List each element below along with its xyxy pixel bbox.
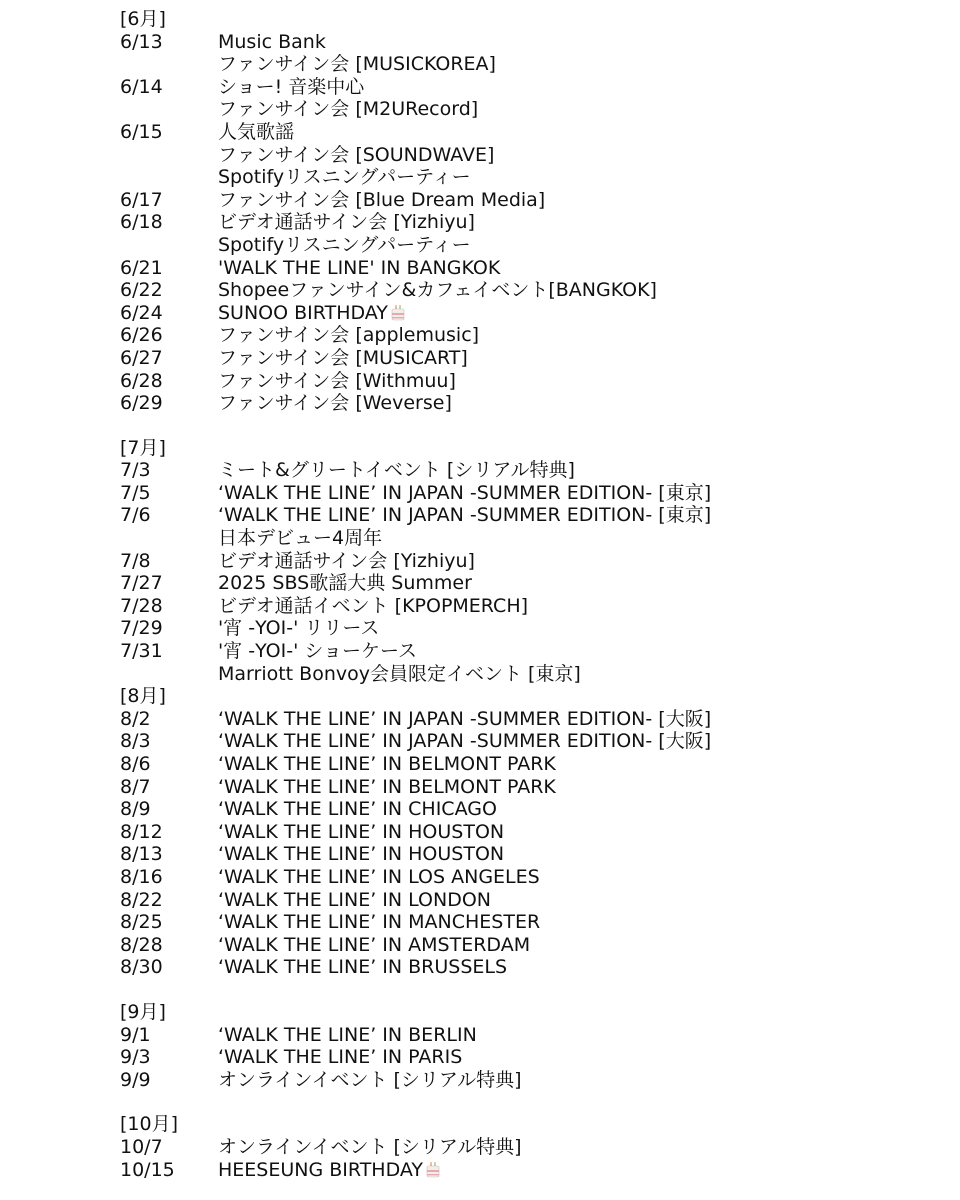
schedule-row — [0, 76, 960, 99]
event-title — [218, 98, 478, 121]
event-title — [218, 166, 471, 189]
event-title — [218, 31, 326, 54]
schedule-row — [0, 189, 960, 212]
event-date: 10/15 — [120, 1158, 175, 1181]
schedule-row — [0, 776, 960, 799]
schedule-row — [0, 324, 960, 347]
event-date: 8/28 — [120, 933, 163, 956]
month-header: [6月] — [120, 8, 166, 30]
event-date: 8/12 — [120, 820, 163, 843]
schedule-row — [0, 234, 960, 257]
schedule-row — [0, 121, 960, 144]
event-title — [218, 730, 711, 753]
event-text: HEESEUNG BIRTHDAY — [218, 1158, 424, 1181]
event-title — [218, 550, 475, 573]
event-title — [218, 617, 379, 640]
schedule-row — [0, 911, 960, 934]
event-date: 7/28 — [120, 594, 163, 617]
event-title — [218, 504, 711, 527]
event-title — [218, 121, 294, 144]
schedule-row — [0, 370, 960, 393]
event-title — [218, 821, 504, 844]
event-title — [218, 76, 364, 99]
schedule-list — [0, 8, 960, 1181]
month-section — [0, 1001, 960, 1091]
event-text: ミート&グリートイベント [シリアル特典] — [218, 459, 575, 482]
event-date: 7/8 — [120, 549, 151, 572]
event-date: 7/31 — [120, 640, 163, 663]
event-text: ‘WALK THE LINE’ IN BELMONT PARK — [218, 753, 556, 775]
event-text: ‘WALK THE LINE’ IN JAPAN -SUMMER EDITION- [東京] — [218, 481, 712, 504]
event-title — [218, 595, 528, 618]
month-header: [8月] — [120, 685, 166, 708]
schedule-row — [0, 211, 960, 234]
event-date: 6/27 — [120, 346, 163, 369]
schedule-row — [0, 798, 960, 821]
event-title — [218, 234, 471, 257]
event-text: 2025 SBS歌謡大典 Summer — [218, 572, 472, 595]
event-title — [218, 392, 452, 415]
birthday-cake-icon — [425, 1162, 441, 1178]
schedule-row — [0, 934, 960, 957]
event-date: 7/27 — [120, 572, 163, 595]
event-text: ‘WALK THE LINE’ IN MANCHESTER — [218, 911, 541, 934]
event-date: 6/22 — [120, 279, 163, 302]
event-title — [218, 324, 479, 347]
schedule-row — [0, 821, 960, 844]
event-title — [218, 279, 657, 302]
event-title — [218, 843, 504, 866]
event-text: Spotifyリスニングパーティー — [218, 233, 471, 256]
event-date: 8/16 — [120, 865, 163, 888]
event-text: Shopeeファンサイン&カフェイベント[BANGKOK] — [218, 279, 657, 302]
event-text: SUNOO BIRTHDAY — [218, 301, 388, 324]
event-text: ‘WALK THE LINE’ IN JAPAN -SUMMER EDITION- [東京] — [218, 504, 712, 527]
month-section — [0, 685, 960, 979]
event-text: Spotifyリスニングパーティー — [218, 166, 471, 189]
event-text: ファンサイン会 [M2URecord] — [218, 98, 479, 121]
schedule-row — [0, 279, 960, 302]
event-text: ビデオ通話サイン会 [Yizhiyu] — [218, 549, 475, 572]
schedule-row — [0, 144, 960, 167]
month-section — [0, 437, 960, 686]
schedule-row — [0, 53, 960, 76]
event-text: ‘WALK THE LINE’ IN BRUSSELS — [218, 956, 508, 979]
event-date: 8/7 — [120, 775, 151, 798]
event-title — [218, 572, 472, 595]
event-text: '宵 -YOI-' ショーケース — [218, 640, 418, 663]
event-date: 10/7 — [120, 1135, 163, 1158]
month-section — [0, 8, 960, 415]
schedule-row — [0, 1046, 960, 1069]
event-date: 6/29 — [120, 392, 163, 415]
schedule-row — [0, 1159, 960, 1182]
event-title — [218, 347, 468, 370]
event-text: Marriott Bonvoy会員限定イベント [東京] — [218, 662, 581, 685]
schedule-row — [0, 730, 960, 753]
schedule-row — [0, 31, 960, 54]
event-date: 6/21 — [120, 256, 163, 279]
schedule-row — [0, 595, 960, 618]
event-date: 9/9 — [120, 1068, 151, 1091]
event-date: 6/26 — [120, 324, 163, 347]
schedule-row — [0, 257, 960, 280]
event-text: ショー! 音楽中心 — [218, 75, 365, 98]
schedule-row — [0, 347, 960, 370]
event-title — [218, 189, 545, 212]
schedule-row — [0, 640, 960, 663]
event-date: 7/5 — [120, 481, 151, 504]
event-title — [218, 776, 556, 799]
event-text: ファンサイン会 [SOUNDWAVE] — [218, 143, 495, 166]
event-text: ファンサイン会 [Blue Dream Media] — [218, 188, 546, 211]
event-title — [218, 1159, 441, 1182]
event-date: 6/13 — [120, 30, 163, 53]
schedule-row — [0, 166, 960, 189]
event-date: 6/24 — [120, 301, 163, 324]
schedule-row — [0, 527, 960, 550]
schedule-row — [0, 302, 960, 325]
event-text: ‘WALK THE LINE’ IN HOUSTON — [218, 820, 505, 843]
event-date: 8/6 — [120, 753, 151, 775]
event-date: 9/3 — [120, 1046, 151, 1069]
event-text: ‘WALK THE LINE’ IN LONDON — [218, 888, 492, 911]
event-title — [218, 663, 581, 686]
event-text: ビデオ通話イベント [KPOPMERCH] — [218, 594, 529, 617]
event-title — [218, 798, 497, 821]
event-text: ‘WALK THE LINE’ IN HOUSTON — [218, 843, 505, 866]
event-text: ビデオ通話サイン会 [Yizhiyu] — [218, 211, 475, 234]
schedule-row — [0, 663, 960, 686]
event-date: 6/14 — [120, 75, 163, 98]
event-date: 8/3 — [120, 730, 151, 753]
event-text: オンラインイベント [シリアル特典] — [218, 1068, 522, 1091]
birthday-cake-icon — [390, 305, 406, 321]
event-text: ‘WALK THE LINE’ IN JAPAN -SUMMER EDITION- [大阪] — [218, 730, 712, 753]
event-title — [218, 866, 540, 889]
event-text: 'WALK THE LINE' IN BANGKOK — [218, 256, 501, 279]
event-text: ファンサイン会 [Weverse] — [218, 392, 452, 415]
schedule-row — [0, 843, 960, 866]
schedule-row — [0, 956, 960, 979]
event-title — [218, 482, 711, 505]
schedule-row — [0, 550, 960, 573]
schedule-row — [0, 504, 960, 527]
event-text: オンラインイベント [シリアル特典] — [218, 1135, 522, 1158]
event-date: 9/1 — [120, 1023, 151, 1046]
event-date: 8/30 — [120, 956, 163, 979]
month-header: [9月] — [120, 1000, 166, 1023]
event-title — [218, 257, 500, 280]
event-date: 7/6 — [120, 504, 151, 527]
event-text: ‘WALK THE LINE’ IN LOS ANGELES — [218, 865, 540, 888]
event-text: ‘WALK THE LINE’ IN JAPAN -SUMMER EDITION- [大阪] — [218, 707, 712, 730]
event-title — [218, 370, 456, 393]
event-text: ファンサイン会 [applemusic] — [218, 324, 480, 347]
event-title — [218, 956, 507, 979]
schedule-row — [0, 1024, 960, 1047]
month-section — [0, 1113, 960, 1181]
schedule-row — [0, 1136, 960, 1159]
event-title — [218, 640, 417, 663]
event-title — [218, 211, 475, 234]
event-title — [218, 53, 496, 76]
schedule-row — [0, 708, 960, 731]
event-title — [218, 459, 575, 482]
event-date: 8/25 — [120, 911, 163, 934]
event-title — [218, 1024, 477, 1047]
event-date: 8/13 — [120, 843, 163, 866]
event-title — [218, 1046, 462, 1069]
month-header: [10月] — [120, 1113, 179, 1136]
event-date: 8/22 — [120, 888, 163, 911]
schedule-row — [0, 572, 960, 595]
event-title — [218, 708, 711, 731]
event-title — [218, 527, 382, 550]
schedule-row — [0, 866, 960, 889]
event-text: ファンサイン会 [MUSICART] — [218, 346, 468, 369]
event-date: 6/17 — [120, 188, 163, 211]
event-date: 8/9 — [120, 798, 151, 821]
schedule-row — [0, 1069, 960, 1092]
event-title — [218, 1069, 522, 1092]
event-text: ファンサイン会 [MUSICKOREA] — [218, 53, 496, 76]
event-date: 7/3 — [120, 459, 151, 482]
schedule-row — [0, 98, 960, 121]
event-date: 7/29 — [120, 617, 163, 640]
event-text: ‘WALK THE LINE’ IN CHICAGO — [218, 798, 497, 821]
event-text: 人気歌謡 — [218, 120, 295, 143]
event-text: ‘WALK THE LINE’ IN PARIS — [218, 1046, 463, 1069]
event-title — [218, 911, 540, 934]
month-header: [7月] — [120, 436, 166, 459]
event-date: 6/28 — [120, 369, 163, 392]
event-text: 日本デビュー4周年 — [218, 527, 383, 550]
event-title — [218, 753, 556, 776]
schedule-row — [0, 889, 960, 912]
schedule-row — [0, 617, 960, 640]
event-title — [218, 889, 491, 912]
event-text: Music Bank — [218, 30, 326, 53]
event-text: ファンサイン会 [Withmuu] — [218, 369, 456, 392]
event-date: 6/15 — [120, 120, 163, 143]
event-title — [218, 144, 494, 167]
event-text: ‘WALK THE LINE’ IN BELMONT PARK — [218, 775, 556, 798]
event-title — [218, 302, 406, 325]
event-date: 6/18 — [120, 211, 163, 234]
event-text: '宵 -YOI-' リリース — [218, 617, 380, 640]
event-text: ‘WALK THE LINE’ IN AMSTERDAM — [218, 933, 531, 956]
event-text: ‘WALK THE LINE’ IN BERLIN — [218, 1023, 477, 1046]
schedule-row — [0, 482, 960, 505]
event-title — [218, 934, 530, 957]
event-date: 8/2 — [120, 707, 151, 730]
schedule-row — [0, 392, 960, 415]
event-title — [218, 1136, 522, 1159]
schedule-row — [0, 459, 960, 482]
schedule-row — [0, 753, 960, 776]
